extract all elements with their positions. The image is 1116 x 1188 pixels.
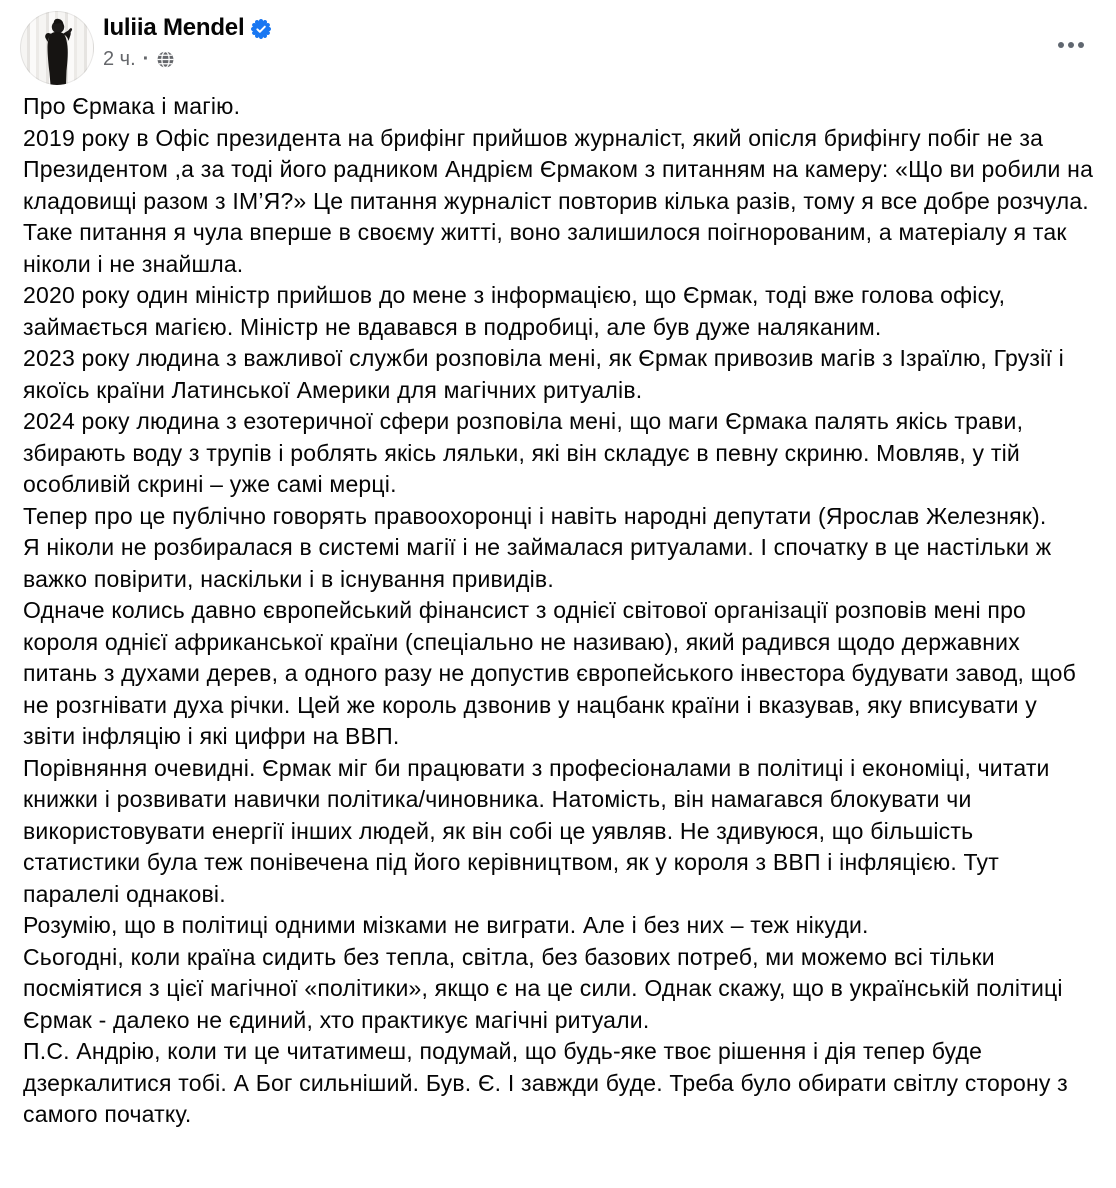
post-paragraph: Сьогодні, коли країна сидить без тепла, світла, без базових потреб, ми можемо всі тільки посміятися з цієї магічної «політики», якщо є на це сили. Однак скажу, що в українській політиці Єрмак - далеко не єдиний, хто практикує магічні ритуали.	[23, 943, 1070, 1033]
globe-icon	[156, 50, 175, 69]
avatar-photo-silhouette	[20, 11, 94, 85]
post-paragraph: 2019 року в Офіс президента на брифінг прийшов журналіст, який опісля брифінгу побіг не за Президентом ,а за тоді його радником Андрієм Єрмаком з питанням на камеру: «Що ви робили на кладовищі разом з ІМ’Я?» Це питання журналіст повторив кілька разів, тому я все добре розчула. Таке питання я чула вперше в своєму житті, воно залишилося поігнорованим, а матеріалу я так ніколи і не знайшла.	[23, 124, 1100, 277]
post-paragraph: Порівняння очевидні. Єрмак міг би працювати з професіоналами в політиці і економіці, читати книжки і розвивати навички політика/чиновника. Натомість, він намагався блокувати чи використовувати енергії інших людей, як він собі це уявляв. Не здивуюся, що більшість статистики була теж понівечена під його керівництвом, як у короля з ВВП і інфляцією. Тут паралелі однакові.	[23, 754, 1057, 907]
more-options-button[interactable]	[1054, 38, 1088, 52]
ellipsis-icon	[1058, 42, 1064, 48]
post-header	[0, 0, 1116, 85]
post-meta	[103, 47, 271, 71]
meta-separator: ·	[142, 48, 150, 70]
post-paragraph: Розумію, що в політиці одними мізками не виграти. Але і без них – теж нікуди.	[23, 912, 869, 938]
post-paragraph: П.С. Андрію, коли ти це читатимеш, подумай, що будь-яке твоє рішення і дія тепер буде дзеркалитися тобі. А Бог сильніший. Був. Є. І завжди буде. Треба було обирати світлу сторону з самого початку.	[23, 1038, 1075, 1127]
author-name[interactable]: Iuliia Mendel	[103, 14, 245, 41]
post-paragraph: 2023 року людина з важливої служби розповіла мені, як Єрмак привозив магів з Ізраїлю, Грузії і якоїсь країни Латинської Америки для магічних ритуалів.	[23, 345, 1071, 403]
ellipsis-icon	[1078, 42, 1084, 48]
author-name-row	[103, 14, 271, 42]
post-paragraph: 2020 року один міністр прийшов до мене з інформацією, що Єрмак, тоді вже голова офісу, займається магією. Міністр не вдавався в подробиці, але був дуже наляканим.	[23, 282, 1012, 340]
author-block	[103, 11, 271, 71]
verified-badge-icon	[251, 19, 271, 39]
post-paragraph: Про Єрмака і магію.	[23, 93, 241, 119]
avatar[interactable]	[20, 11, 94, 85]
post-paragraph: Одначе колись давно європейський фінансист з однієї світової організації розповів мені про короля однієї африканської країни (спеціально не називаю), який радився щодо державних питань з духами дерев, а одного разу не допустив європейського інвестора будувати завод, щоб не розгнівати духа річки. Цей же король дзвонив у нацбанк країни і вказував, яку вписувати у звіти інфляцію і які цифри на ВВП.	[23, 597, 1083, 749]
post-text	[0, 85, 1116, 1131]
post-paragraph: Тепер про це публічно говорять правоохоронці і навіть народні депутати (Ярослав Железняк).	[23, 502, 1047, 529]
post-paragraph: Я ніколи не розбиралася в системі магії і не займалася ритуалами. І спочатку в це настільки ж важко повірити, наскільки і в існування привидів.	[23, 534, 1058, 592]
timestamp[interactable]: 2 ч.	[103, 48, 136, 70]
post-paragraph: 2024 року людина з езотеричної сфери розповіла мені, що маги Єрмака палять якісь трави, збирають воду з трупів і роблять якісь ляльки, які він складує в певну скриню. Мовляв, у тій особливій скрині – уже самі мерці.	[23, 408, 1030, 497]
ellipsis-icon	[1068, 42, 1074, 48]
